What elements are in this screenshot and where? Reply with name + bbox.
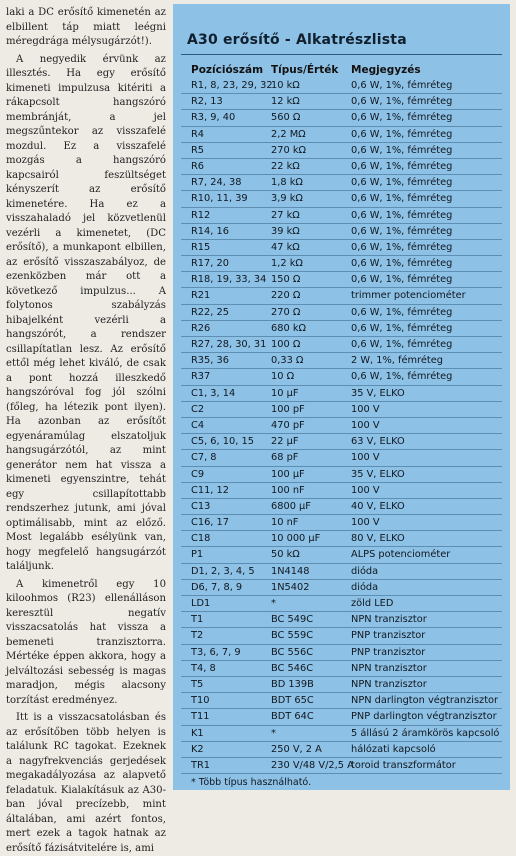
cell-note: 0,6 W, 1%, fémréteg [351, 241, 453, 253]
cell-type-value: 10 000 µF [271, 533, 321, 545]
cell-position: R18, 19, 33, 34 [191, 274, 267, 286]
cell-type-value: 1,8 kΩ [271, 177, 303, 189]
cell-note: 0,6 W, 1%, fémréteg [351, 322, 453, 334]
cell-type-value: BC 559C [271, 630, 314, 642]
cell-position: T11 [191, 711, 210, 723]
cell-type-value: BC 556C [271, 646, 314, 658]
cell-note: 80 V, ELKO [351, 533, 405, 545]
cell-type-value: 680 kΩ [271, 322, 306, 334]
cell-note: zöld LED [351, 598, 394, 609]
cell-note: 0,6 W, 1%, fémréteg [351, 209, 453, 221]
cell-position: D6, 7, 8, 9 [191, 581, 243, 593]
cell-position: C11, 12 [191, 484, 230, 496]
cell-note: NPN darlington végtranzisztor [351, 695, 499, 707]
cell-type-value: 47 kΩ [271, 241, 300, 253]
cell-note: 0,6 W, 1%, fémréteg [351, 193, 453, 205]
cell-type-value: 6800 µF [271, 500, 311, 512]
cell-type-value: * [271, 598, 276, 609]
parts-table-row [181, 612, 502, 628]
cell-position: R17, 20 [191, 258, 229, 270]
cell-position: C5, 6, 10, 15 [191, 436, 254, 448]
parts-table-row [181, 159, 502, 175]
cell-note: 0,6 W, 1%, fémréteg [351, 128, 453, 140]
cell-type-value: 150 Ω [271, 274, 301, 286]
cell-type-value: 10 Ω [271, 371, 295, 383]
parts-table-row [181, 143, 502, 159]
cell-type-value: 22 kΩ [271, 160, 300, 172]
parts-table-row [181, 547, 502, 563]
parts-table-row [181, 94, 502, 110]
cell-position: R2, 13 [191, 96, 223, 108]
cell-position: R3, 9, 40 [191, 112, 236, 124]
header-position: Pozíciószám [191, 64, 264, 76]
cell-position: K1 [191, 727, 204, 739]
parts-table-row [181, 353, 502, 369]
cell-note: ALPS potenciométer [351, 549, 451, 561]
cell-type-value: BD 139B [271, 678, 314, 690]
article-paragraph: A negyedik érvünk az illesztés. Ha egy erősítő kimeneti impulzusa kitériti a rákapcsolt hangszóró membránját, a jel megszűntekor az visszafelé mozdul. Ez a visszafelé mozgás a hangszóró kapcsairól feszültséget kényszerít az erősítő kimenetére. Ha ez a visszahaladó jel közvetlenül vezérli a kimenetet, (DC erősítő), a munkapont elbillen, az erősítő visszaszabályoz, de ezenközben már ott a következő impulzus... A folytonos szabályzás hibajelként vezérli a hangszórót, a rendszer csillapítatlan lesz. Az erősítő ettől még lehet kiváló, de csak a pont hozzá illeszkedő hangszóróval fog jól szólni (főleg, ha létezik pont ilyen). Ha azonban az erősítőt egyenáramúlag elszatoljuk hangsugárzótól, az mint generátor nem hat vissza a kimeneti egyenszintre, tehát egy csillapítottabb rendszerhez jutunk, ami jóval optimálisabb, mint az előző. Most legalább esélyünk van, hogy megfelelő hangsugárzót találjunk. [6, 53, 166, 572]
cell-note: toroid transzformátor [351, 759, 456, 771]
parts-table-row [181, 418, 502, 434]
parts-list-title: A30 erősítő - Alkatrészlista [187, 32, 407, 48]
parts-table-row [181, 742, 502, 758]
cell-note: 100 V [351, 419, 380, 431]
cell-note: 100 V [351, 484, 380, 496]
parts-table-row [181, 369, 502, 385]
parts-table-row [181, 628, 502, 644]
parts-table-row [181, 272, 502, 288]
cell-type-value: 10 nF [271, 517, 299, 529]
parts-table-row [181, 726, 502, 742]
cell-note: hálózati kapcsoló [351, 743, 436, 755]
cell-note: 0,6 W, 1%, fémréteg [351, 144, 453, 156]
cell-note: 0,6 W, 1%, fémréteg [351, 225, 453, 237]
cell-position: R37 [191, 371, 211, 383]
cell-note: 100 V [351, 452, 380, 464]
cell-position: C4 [191, 419, 205, 431]
cell-type-value: 10 µF [271, 387, 299, 399]
cell-note: 0,6 W, 1%, fémréteg [351, 339, 453, 350]
article-column [6, 6, 166, 854]
cell-note: PNP tranzisztor [351, 646, 426, 658]
cell-type-value: 270 Ω [271, 306, 301, 318]
cell-position: R12 [191, 209, 211, 221]
title-divider [181, 54, 502, 55]
cell-position: T4, 8 [191, 662, 216, 674]
cell-note: 0,6 W, 1%, fémréteg [351, 80, 453, 91]
parts-table-row [181, 337, 502, 353]
cell-type-value: 1,2 kΩ [271, 258, 303, 270]
cell-note: 0,6 W, 1%, fémréteg [351, 96, 453, 108]
parts-table-row [181, 208, 502, 224]
cell-type-value: 220 Ω [271, 290, 301, 302]
cell-note: 0,6 W, 1%, fémréteg [351, 160, 453, 172]
parts-footnote: * Több típus használható. [191, 777, 312, 789]
parts-table-row [181, 450, 502, 466]
cell-position: R22, 25 [191, 306, 229, 318]
cell-type-value: 10 kΩ [271, 80, 300, 91]
cell-note: PNP tranzisztor [351, 630, 426, 642]
cell-position: C13 [191, 500, 211, 512]
parts-table-row [181, 386, 502, 402]
cell-note: 0,6 W, 1%, fémréteg [351, 274, 453, 286]
cell-position: LD1 [191, 598, 211, 609]
cell-note: 2 W, 1%, fémréteg [351, 355, 443, 367]
cell-position: R21 [191, 290, 211, 302]
parts-table-row [181, 288, 502, 304]
cell-note: NPN tranzisztor [351, 614, 427, 626]
cell-type-value: 1N5402 [271, 581, 310, 593]
cell-type-value: BDT 65C [271, 695, 314, 707]
cell-type-value: 250 V, 2 A [271, 743, 322, 755]
cell-position: R5 [191, 144, 205, 156]
header-note: Megjegyzés [351, 64, 421, 76]
cell-position: R14, 16 [191, 225, 229, 237]
cell-note: PNP darlington végtranzisztor [351, 711, 497, 723]
parts-table-row [181, 661, 502, 677]
cell-note: 40 V, ELKO [351, 500, 405, 512]
cell-note: 100 V [351, 403, 380, 415]
parts-table-row [181, 677, 502, 693]
cell-note: 0,6 W, 1%, fémréteg [351, 177, 453, 189]
cell-position: TR1 [191, 759, 211, 771]
cell-position: C16, 17 [191, 517, 230, 529]
cell-type-value: 22 µF [271, 436, 299, 448]
article-paragraph: Itt is a visszacsatolásban és az erősítőben több helyen is találunk RC tagokat. Ezeknek a nagyfrekvenciás gerjedések megakadályozása az alapvető feladatuk. Kialakításuk az A30-ban jóval precízebb, mint általában, ami azért fontos, mert ezek a tagok hatnak az erősítő fázisátvitelére is, ami [6, 712, 166, 854]
parts-table-row [181, 709, 502, 725]
parts-table-row [181, 175, 502, 191]
cell-type-value: 12 kΩ [271, 96, 300, 108]
cell-type-value: 1N4148 [271, 565, 310, 577]
cell-position: R4 [191, 128, 205, 140]
cell-note: 0,6 W, 1%, fémréteg [351, 258, 453, 270]
cell-position: R26 [191, 322, 211, 334]
cell-type-value: 270 kΩ [271, 144, 306, 156]
cell-position: R7, 24, 38 [191, 177, 242, 189]
parts-table-row [181, 127, 502, 143]
parts-table-row [181, 224, 502, 240]
cell-position: R35, 36 [191, 355, 229, 367]
cell-position: T1 [191, 614, 204, 626]
cell-note: 0,6 W, 1%, fémréteg [351, 371, 453, 383]
cell-position: R27, 28, 30, 31 [191, 339, 267, 350]
cell-type-value: 100 µF [271, 468, 305, 480]
cell-note: dióda [351, 565, 379, 577]
parts-table-row [181, 191, 502, 207]
cell-type-value: BDT 64C [271, 711, 314, 723]
parts-table-row [181, 515, 502, 531]
cell-type-value: 2,2 MΩ [271, 128, 306, 140]
parts-table-row [181, 467, 502, 483]
cell-note: 0,6 W, 1%, fémréteg [351, 306, 453, 318]
cell-position: T5 [191, 678, 204, 690]
cell-position: C18 [191, 533, 211, 545]
parts-table-body [181, 78, 502, 774]
cell-position: K2 [191, 743, 204, 755]
cell-type-value: BC 546C [271, 662, 314, 674]
parts-table-row [181, 758, 502, 774]
article-paragraph: A kimenetről egy 10 kiloohmos (R23) ellenálláson keresztül negatív visszacsatolás hat vissza a bemeneti tranzisztorra. Mértéke éppen akkora, hogy a jelváltozási sebesség is magas maradjon, mégis alacsony torzítást eredményez. [6, 578, 166, 706]
cell-note: dióda [351, 581, 379, 593]
article-paragraph: laki a DC erősítő kimenetén az elbillent táp miatt leégni méregdrága mélysugárzót!). [6, 7, 166, 47]
parts-table-row [181, 531, 502, 547]
cell-position: D1, 2, 3, 4, 5 [191, 565, 255, 577]
cell-note: 5 állású 2 áramkörös kapcsoló [351, 727, 500, 739]
cell-position: C7, 8 [191, 452, 217, 464]
parts-table-row [181, 256, 502, 272]
cell-note: NPN tranzisztor [351, 678, 427, 690]
cell-note: trimmer potenciométer [351, 290, 466, 302]
cell-type-value: 230 V/48 V/2,5 A [271, 759, 354, 771]
parts-table-row [181, 402, 502, 418]
cell-position: C9 [191, 468, 205, 480]
cell-note: 0,6 W, 1%, fémréteg [351, 112, 453, 124]
cell-note: 35 V, ELKO [351, 468, 405, 480]
parts-table-row [181, 305, 502, 321]
cell-position: T10 [191, 695, 210, 707]
parts-table-row [181, 110, 502, 126]
cell-position: R6 [191, 160, 205, 172]
cell-position: T3, 6, 7, 9 [191, 646, 241, 658]
cell-type-value: 560 Ω [271, 112, 301, 124]
header-type-value: Típus/Érték [271, 64, 339, 76]
cell-type-value: 0,33 Ω [271, 355, 304, 367]
cell-note: 63 V, ELKO [351, 436, 405, 448]
cell-position: C2 [191, 403, 205, 415]
cell-type-value: 100 pF [271, 403, 305, 415]
cell-position: R15 [191, 241, 211, 253]
cell-type-value: 470 pF [271, 419, 305, 431]
cell-position: T2 [191, 630, 204, 642]
cell-type-value: 100 nF [271, 484, 305, 496]
parts-table-header [181, 63, 502, 78]
parts-table-row [181, 580, 502, 596]
cell-note: 35 V, ELKO [351, 387, 405, 399]
cell-type-value: 68 pF [271, 452, 299, 464]
parts-table-row [181, 499, 502, 515]
cell-type-value: 3,9 kΩ [271, 193, 303, 205]
parts-table-row [181, 564, 502, 580]
cell-position: R10, 11, 39 [191, 193, 248, 205]
parts-table-row [181, 483, 502, 499]
cell-position: C1, 3, 14 [191, 387, 236, 399]
parts-table-row [181, 596, 502, 612]
cell-type-value: * [271, 727, 276, 739]
cell-type-value: 50 kΩ [271, 549, 300, 561]
cell-note: NPN tranzisztor [351, 662, 427, 674]
cell-note: 100 V [351, 517, 380, 529]
cell-position: R1, 8, 23, 29, 32 [191, 80, 273, 91]
parts-table-row [181, 78, 502, 94]
parts-table-row [181, 693, 502, 709]
parts-table-row [181, 321, 502, 337]
parts-table-row [181, 434, 502, 450]
cell-type-value: 27 kΩ [271, 209, 300, 221]
parts-table-row [181, 645, 502, 661]
parts-list-box [173, 4, 510, 790]
cell-type-value: 100 Ω [271, 339, 301, 350]
cell-position: P1 [191, 549, 204, 561]
cell-type-value: BC 549C [271, 614, 314, 626]
parts-table-row [181, 240, 502, 256]
cell-type-value: 39 kΩ [271, 225, 300, 237]
